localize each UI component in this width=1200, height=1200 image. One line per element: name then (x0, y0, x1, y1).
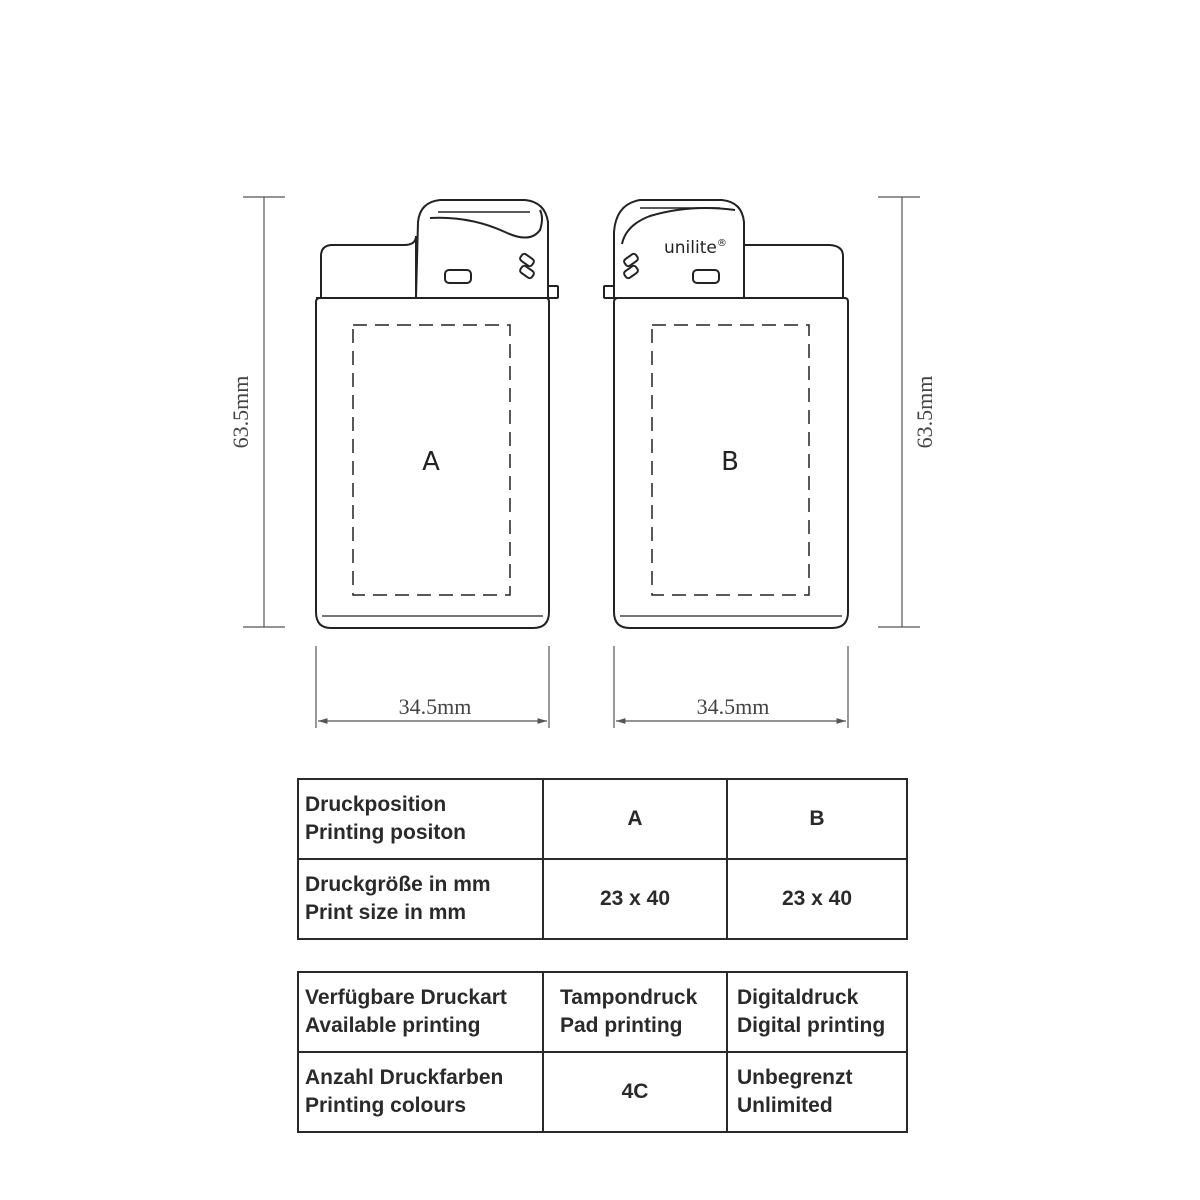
width-label-right: 34.5mm (696, 694, 770, 719)
table-cell-b: B (727, 779, 907, 859)
table-cell-label: Druckposition Printing positon (298, 779, 543, 859)
table-cell-b: 23 x 40 (727, 859, 907, 939)
table-cell-label: Anzahl Druckfarben Printing colours (298, 1052, 543, 1132)
table-row (298, 859, 907, 939)
table-row (298, 1052, 907, 1132)
table-cell-a: Tampondruck Pad printing (543, 972, 727, 1052)
table-cell-b: Digitaldruck Digital printing (727, 972, 907, 1052)
height-label-right: 63.5mm (912, 375, 937, 449)
print-position-table (297, 778, 908, 940)
height-label-left: 63.5mm (228, 375, 253, 449)
printing-method-table (297, 971, 908, 1133)
zone-label-b: B (721, 447, 739, 477)
table-cell-b: Unbegrenzt Unlimited (727, 1052, 907, 1132)
lighter-front (316, 200, 558, 628)
table-row (298, 779, 907, 859)
hood-front (416, 200, 548, 298)
lighter-back (604, 200, 848, 628)
zone-label-a: A (422, 447, 440, 477)
table-cell-label: Verfügbare Druckart Available printing (298, 972, 543, 1052)
table-cell-a: A (543, 779, 727, 859)
width-label-left: 34.5mm (398, 694, 472, 719)
table-cell-a: 4C (543, 1052, 727, 1132)
table-cell-label: Druckgröße in mm Print size in mm (298, 859, 543, 939)
brand-logo: unilite® (664, 238, 727, 258)
table-cell-a: 23 x 40 (543, 859, 727, 939)
table-row (298, 972, 907, 1052)
